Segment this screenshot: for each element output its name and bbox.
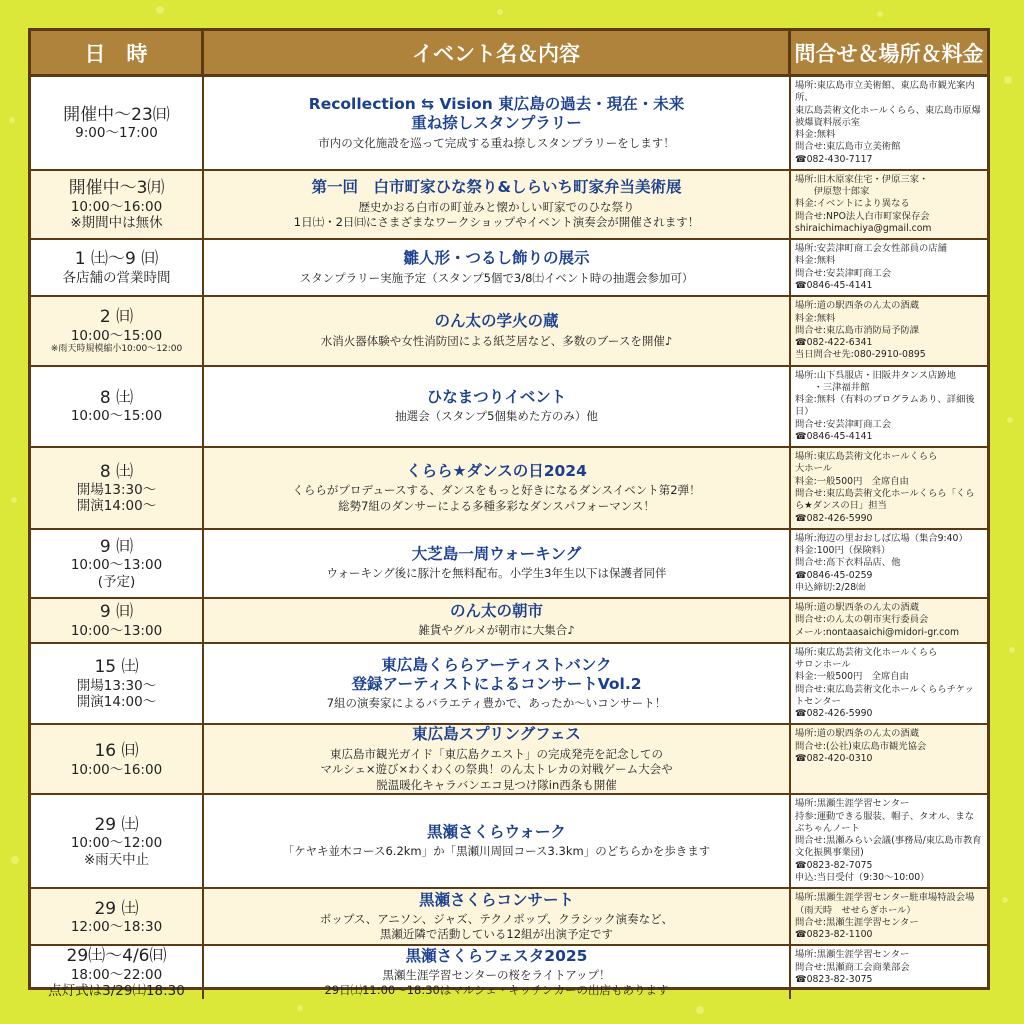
event-info: 場所:海辺の里おおしば広場（集合9:40） 料金:100円（保険料） 問合せ:高下衣料品店、他 ☎0846-45-0259 申込締切:2/28㈮ bbox=[795, 532, 968, 593]
event-content-cell bbox=[204, 530, 791, 599]
event-info-cell bbox=[791, 946, 987, 999]
event-info-cell bbox=[791, 171, 987, 240]
event-content-cell bbox=[204, 946, 791, 999]
event-title: のん太の朝市 bbox=[449, 602, 543, 621]
event-date: 8 ㈯ bbox=[99, 388, 134, 409]
event-description: 「ケヤキ並木コース6.2km」か「黒瀬川周回コース3.3km」のどちらかを歩きます bbox=[282, 844, 711, 859]
event-info: 場所:道の駅西条のん太の酒蔵 問合せ:(公社)東広島市観光協会 ☎082-420-0310 bbox=[795, 728, 927, 765]
event-title: 黒瀬さくらフェスタ2025 bbox=[405, 946, 588, 965]
event-description: くららがプロデュースする、ダンスをもっと好きになるダンスイベント第2弾！ 総勢7組のダンサーによる多種多彩なダンスパフォーマンス！ bbox=[292, 483, 701, 513]
event-date: 29 ㈯ bbox=[94, 898, 139, 919]
event-time: 開場13:30～ 開演14:00～ bbox=[76, 481, 157, 515]
event-date-cell bbox=[31, 725, 204, 795]
event-title: くらら★ダンスの日2024 bbox=[406, 461, 587, 480]
event-time: 9:00～17:00 bbox=[75, 125, 158, 142]
event-note: ※雨天時規模縮小10:00～12:00 bbox=[50, 343, 183, 354]
event-date: 8 ㈯ bbox=[99, 461, 134, 482]
event-time: 18:00～22:00 bbox=[70, 966, 163, 983]
event-table bbox=[28, 28, 990, 999]
event-date-cell bbox=[31, 599, 204, 644]
event-note: ※期間中は無休 bbox=[70, 214, 163, 231]
event-date: 16 ㈰ bbox=[94, 741, 139, 762]
event-title: 黒瀬さくらウォーク bbox=[427, 822, 566, 841]
event-time: 10:00～15:00 bbox=[70, 327, 163, 344]
event-info: 場所:黒瀬生涯学習センター 持参:運動できる服装、帽子、タオル、まなぶちゃんノート 問合せ:黒瀬みらい会議(事務局/東広島市教育文化振興事業団) ☎0823-82-7075 申込:当日受付（9:30～10:00） bbox=[795, 798, 982, 883]
event-description: 歴史かおる白市の町並みと懐かしい町家でのひな祭り 1日㈯・2日㈰にさまざまなワークショップやイベント演奏会が開催されます！ bbox=[293, 199, 700, 230]
event-date: 2 ㈰ bbox=[99, 307, 134, 328]
event-content-cell bbox=[204, 889, 791, 946]
event-description: 抽選会（スタンプ5個集めた方のみ）他 bbox=[395, 409, 598, 424]
event-info: 場所:東広島市立美術館、東広島市観光案内所、 東広島芸術文化ホールくらら、東広島市原爆被爆資料展示室 料金:無料 問合せ:東広島市立美術館 ☎082-430-7117 bbox=[795, 80, 981, 165]
event-time: 10:00～15:00 bbox=[70, 408, 163, 425]
event-date-cell bbox=[31, 240, 204, 297]
event-date: 1 ㈯～9 ㈰ bbox=[74, 249, 159, 270]
event-content-cell bbox=[204, 77, 791, 171]
event-info: 場所:黒瀬生涯学習センター 問合せ:黒瀬商工会商業部会 ☎0823-82-3075 bbox=[795, 949, 910, 985]
event-date-cell bbox=[31, 530, 204, 599]
event-time: 10:00～16:00 bbox=[70, 198, 163, 215]
event-info: 場所:道の駅西条のん太の酒蔵 問合せ:のん太の朝市実行委員会 メール:nontaasaichi@midori-gr.com bbox=[795, 602, 960, 638]
event-info-cell bbox=[791, 240, 987, 297]
event-info-cell bbox=[791, 77, 987, 171]
event-info-cell bbox=[791, 725, 987, 795]
event-description: ウォーキング後に豚汁を無料配布。小学生3年生以下は保護者同伴 bbox=[326, 566, 667, 581]
event-content-cell bbox=[204, 171, 791, 240]
event-info-cell bbox=[791, 448, 987, 530]
event-description: 水消火器体験や女性消防団による紙芝居など、多数のブースを開催♪ bbox=[320, 333, 673, 348]
event-info: 場所:安芸津町商工会女性部員の店舗 料金:無料 問合せ:安芸津町商工会 ☎0846-45-4141 bbox=[795, 243, 947, 291]
event-title: 大芝島一周ウォーキング bbox=[411, 544, 582, 563]
event-date: 29㈯～4/6㈰ bbox=[66, 946, 167, 967]
event-description: 黒瀬生涯学習センターの桜をライトアップ！ 29日㈯11:00～18:30はマルシェ・キッチンカーの出店もあります bbox=[324, 967, 669, 998]
event-info-cell bbox=[791, 795, 987, 889]
header-date: 日 時 bbox=[31, 31, 204, 77]
event-description: 東広島市観光ガイド「東広島クエスト」の完成発売を記念しての マルシェ×遊び×わくわくの祭典！のん太トレカの対戦ゲーム大会や 脱温暖化キャラバンエコ見つけ隊in西条も開催 bbox=[320, 746, 673, 792]
event-content-cell bbox=[204, 240, 791, 297]
event-info: 場所:東広島芸術文化ホールくらら 大ホール 料金:一般500円 全席自由 問合せ:東広島芸術文化ホールくらら「くらら★ダンスの日」担当 ☎082-426-5990 bbox=[795, 451, 975, 524]
event-date-cell bbox=[31, 644, 204, 726]
event-description: 7組の演奏家によるバラエティ豊かで、あったか～いコンサート！ bbox=[326, 696, 667, 711]
event-content-cell bbox=[204, 644, 791, 726]
event-title: 雛人形・つるし飾りの展示 bbox=[403, 249, 590, 268]
event-title: ひなまつりイベント bbox=[426, 387, 567, 406]
event-date: 開催中～3㈪ bbox=[68, 178, 165, 199]
event-date-cell bbox=[31, 77, 204, 171]
event-date-cell bbox=[31, 448, 204, 530]
event-date-cell bbox=[31, 795, 204, 889]
event-description: スタンプラリー実施予定（スタンプ5個で3/8㈯イベント時の抽選会参加可） bbox=[299, 270, 694, 285]
event-info: 場所:東広島芸術文化ホールくらら サロンホール 料金:一般500円 全席自由 問合せ:東広島芸術文化ホールくららチケットセンター ☎082-426-5990 bbox=[795, 646, 974, 720]
event-content-cell bbox=[204, 725, 791, 795]
event-date: 15 ㈯ bbox=[94, 657, 139, 678]
event-date: 開催中～23㈰ bbox=[63, 104, 170, 125]
event-date-cell bbox=[31, 889, 204, 946]
event-time: 10:00～16:00 bbox=[70, 761, 163, 778]
event-info-cell bbox=[791, 367, 987, 449]
event-time: 10:00～13:00 bbox=[70, 622, 163, 639]
event-date: 9 ㈰ bbox=[99, 537, 134, 558]
event-date: 29 ㈯ bbox=[94, 814, 139, 835]
event-info-cell bbox=[791, 599, 987, 644]
event-info-cell bbox=[791, 644, 987, 726]
event-date: 9 ㈰ bbox=[99, 602, 134, 623]
event-info-cell bbox=[791, 530, 987, 599]
event-date-cell bbox=[31, 946, 204, 999]
event-description: 市内の文化施設を巡って完成する重ね捺しスタンプラリーをします！ bbox=[318, 135, 675, 150]
event-title: のん太の学火の蔵 bbox=[434, 312, 559, 331]
event-content-cell bbox=[204, 599, 791, 644]
event-time: 開場13:30～ 開演14:00～ bbox=[76, 677, 157, 710]
event-time: 12:00～18:30 bbox=[70, 918, 163, 935]
event-date-cell bbox=[31, 171, 204, 240]
event-note: 点灯式は3/29㈯18:30 bbox=[48, 982, 185, 999]
event-date-cell bbox=[31, 297, 204, 366]
event-time: 10:00～12:00 ※雨天中止 bbox=[70, 835, 163, 868]
event-content-cell bbox=[204, 297, 791, 366]
event-content-cell bbox=[204, 367, 791, 449]
event-content-cell bbox=[204, 448, 791, 530]
event-info: 場所:旧木原家住宅・伊原三家・ 伊原惣十郎家 料金:イベントにより異なる 問合せ:NPO法人白市町家保存会 shiraichimachiya@gmail.com bbox=[795, 173, 932, 234]
header-event: イベント名＆内容 bbox=[204, 31, 791, 77]
event-description: ポップス、アニソン、ジャズ、テクノポップ、クラシック演奏など、 黒瀬近隣で活動している12組が出演予定です bbox=[319, 911, 674, 942]
event-time: 各店舗の営業時間 bbox=[62, 269, 171, 286]
event-info-cell bbox=[791, 889, 987, 946]
event-info: 場所:黒瀬生涯学習センター駐車場特設会場 （雨天時 せせらぎホール） 問合せ:黒瀬生涯学習センター ☎0823-82-1100 bbox=[795, 892, 975, 941]
header-info: 問合せ＆場所＆料金 bbox=[791, 31, 987, 77]
event-title: 黒瀬さくらコンサート bbox=[418, 890, 574, 909]
event-date-cell bbox=[31, 367, 204, 449]
event-info: 場所:山下呉服店・旧阪井タンス店跡地 ・三津福井館 料金:無料（有料のプログラムあり、詳細後日） 問合せ:安芸津町商工会 ☎0846-45-4141 bbox=[795, 369, 975, 442]
event-title: 東広島くららアーティストバンク 登録アーティストによるコンサートVol.2 bbox=[351, 655, 642, 693]
event-title: 第一回 白市町家ひな祭り&しらいち町家弁当美術展 bbox=[311, 178, 682, 197]
event-info: 場所:道の駅西条のん太の酒蔵 料金:無料 問合せ:東広島市消防局予防課 ☎082-422-6341 当日問合せ先:080-2910-0895 bbox=[795, 300, 926, 361]
event-title: Recollection ⇆ Vision 東広島の過去・現在・未来 重ね捺しスタンプラリー bbox=[308, 94, 685, 133]
event-time: 10:00～13:00 (予定) bbox=[70, 557, 163, 590]
event-title: 東広島スプリングフェス bbox=[412, 725, 581, 744]
event-info-cell bbox=[791, 297, 987, 366]
event-description: 雑貨やグルメが朝市に大集合♪ bbox=[418, 623, 575, 638]
event-content-cell bbox=[204, 795, 791, 889]
